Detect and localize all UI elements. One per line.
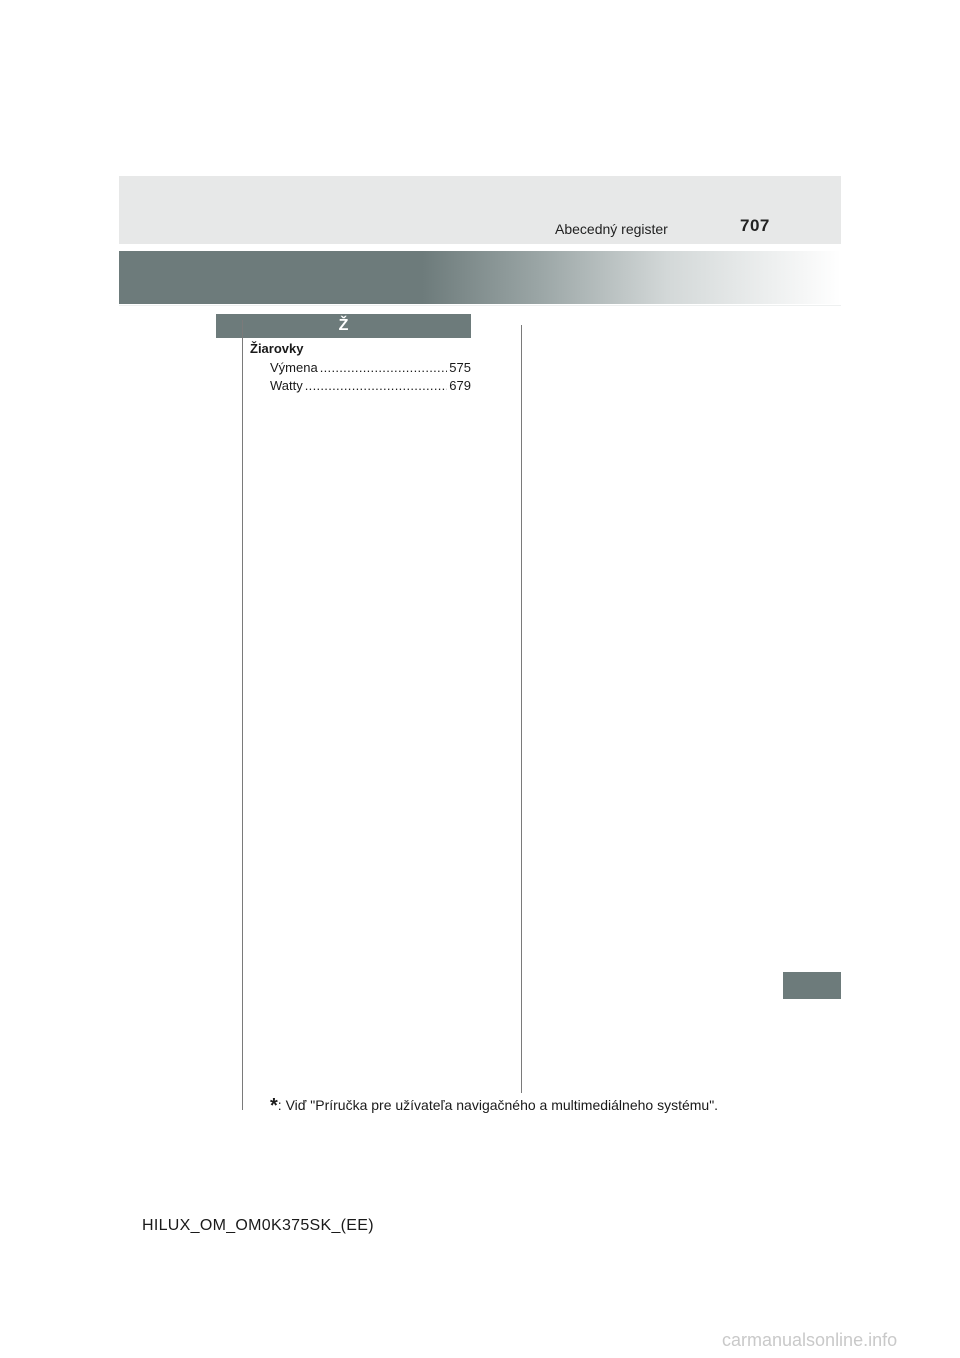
header-band	[119, 176, 841, 244]
index-subentry[interactable]	[270, 360, 471, 375]
document-code: HILUX_OM_OM0K375SK_(EE)	[142, 1217, 374, 1234]
chapter-side-tab	[783, 972, 841, 999]
subentry-label: Výmena	[270, 360, 318, 375]
watermark: carmanualsonline.info	[722, 1330, 898, 1350]
footnote-marker: *	[270, 1095, 278, 1117]
footnote	[270, 1095, 718, 1118]
column-rule-middle	[521, 325, 522, 1093]
index-letter-header: Ž	[216, 314, 471, 338]
header-gradient-bar	[119, 251, 841, 304]
subentry-label: Watty	[270, 378, 303, 393]
header-rule	[119, 305, 841, 306]
index-entry-term: Žiarovky	[250, 341, 304, 356]
section-title: Abecedný register	[555, 221, 668, 237]
page-number: 707	[740, 216, 770, 235]
column-rule-left	[242, 320, 243, 1110]
leader-dots	[320, 360, 448, 375]
subentry-page: 679	[449, 378, 471, 393]
footnote-text: : Viď "Príručka pre užívateľa navigačného a multimediálneho systému".	[277, 1097, 719, 1113]
leader-dots	[305, 378, 448, 393]
subentry-page: 575	[449, 360, 471, 375]
index-subentry[interactable]	[270, 378, 471, 393]
